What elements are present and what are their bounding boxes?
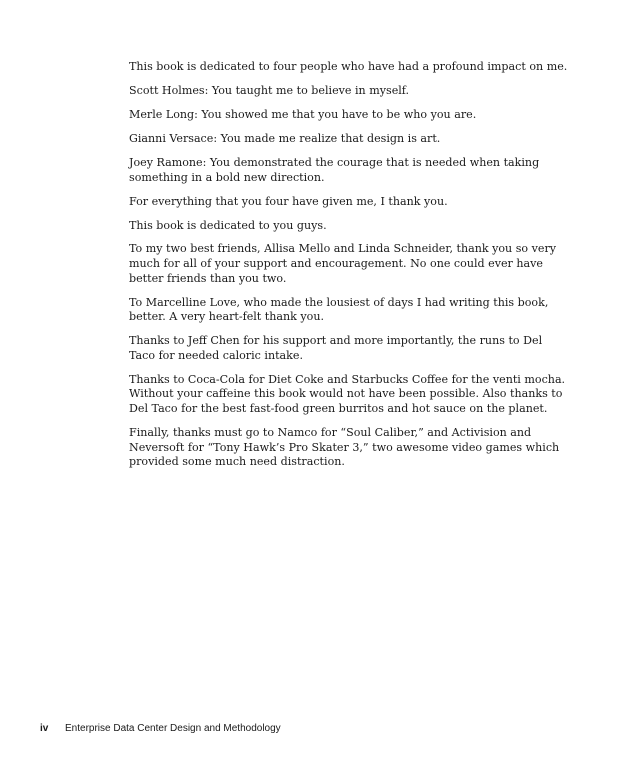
paragraph: Thanks to Coca-Cola for Diet Coke and Starbucks Coffee for the venti mocha. Without your caffeine this book would not have been possible. Also thanks to Del Taco for the best fast-food green burritos and hot sauce on the planet. xyxy=(129,372,566,415)
paragraph: This book is dedicated to four people who have had a profound impact on me. xyxy=(129,60,568,73)
paragraph: To my two best friends, Allisa Mello and Linda Schneider, thank you so very much for all of your support and encouragement. No one could ever have better friends than you two. xyxy=(129,242,557,285)
paragraph: Finally, thanks must go to Namco for “Soul Caliber,” and Activision and Neversoft for “Tony Hawk’s Pro Skater 3,” two awesome video games which provided some much need distraction. xyxy=(129,425,560,469)
dedication-text xyxy=(129,60,569,479)
paragraph: Scott Holmes: You taught me to believe in myself. xyxy=(129,83,410,97)
paragraph: This book is dedicated to you guys. xyxy=(129,218,327,232)
paragraph: Joey Ramone: You demonstrated the courage that is needed when taking something in a bold new direction. xyxy=(129,155,540,184)
paragraph: For everything that you four have given me, I thank you. xyxy=(129,194,448,208)
running-title: Enterprise Data Center Design and Methodology xyxy=(65,723,281,734)
paragraph: Merle Long: You showed me that you have to be who you are. xyxy=(129,107,477,121)
page-number: iv xyxy=(40,723,49,734)
paragraph: To Marcelline Love, who made the lousiest of days I had writing this book, better. A very heart-felt thank you. xyxy=(129,295,549,324)
page-footer xyxy=(40,723,281,735)
paragraph: Thanks to Jeff Chen for his support and more importantly, the runs to Del Taco for needed caloric intake. xyxy=(129,334,543,362)
paragraph: Gianni Versace: You made me realize that design is art. xyxy=(129,131,441,145)
